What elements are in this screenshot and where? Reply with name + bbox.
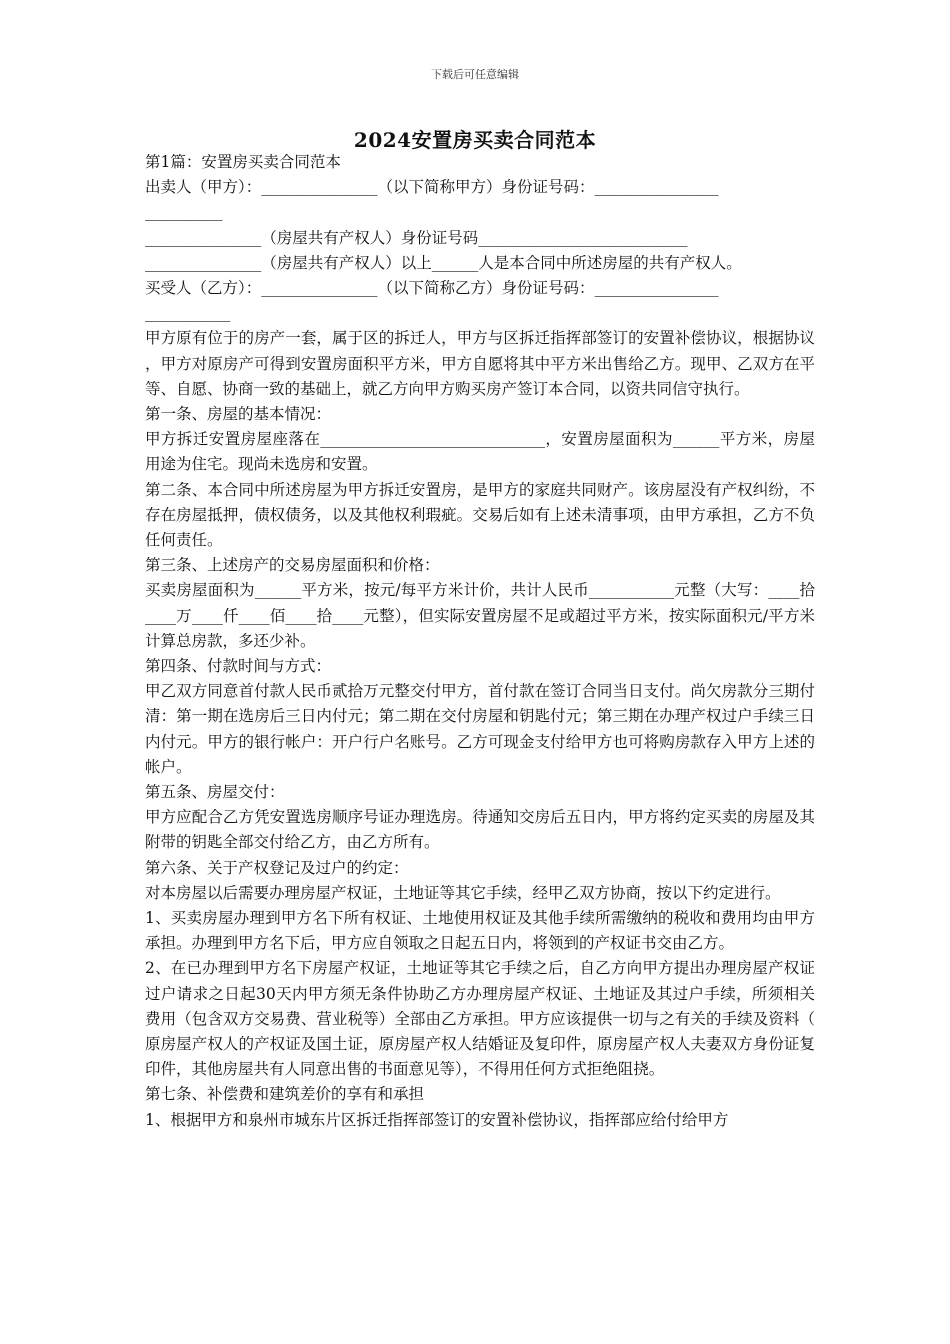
article-4-paragraph: 甲乙双方同意首付款人民币贰拾万元整交付甲方，首付款在签订合同当日支付。尚欠房款分三期付清：第一期在选房后三日内付元；第二期在交付房屋和钥匙付元；第三期在办理产权过户手续三日内付元。甲方的银行帐户：开户行户名账号。乙方可现金支付给甲方也可将购房款存入甲方上述的帐户。 [145,682,815,776]
seller-line: 出卖人（甲方）：_______________（以下简称甲方）身份证号码：________________ [145,178,719,197]
buyer-line-continued: ___________ [145,304,231,323]
article-6-item-2: 2、在已办理到甲方名下房屋产权证，土地证等其它手续之后，自乙方向甲方提出办理房屋产权证过户请求之日起30天内甲方须无条件协助乙方办理房屋产权证、土地证及其过户手续，所须相关费用（包含双方交易费、营业税等）全部由乙方承担。甲方应该提供一切与之有关的手续及资料（原房屋产权人的产权证及国土证，原房屋产权人结婚证及复印件，原房屋产权人夫妻双方身份证复印件，其他房屋共有人同意出售的书面意见等），不得用任何方式拒绝阻挠。 [145,959,815,1079]
article-1-paragraph: 甲方拆迁安置房屋座落在_____________________________，安置房屋面积为______平方米，房屋用途为住宅。现尚未选房和安置。 [145,430,815,474]
article-7-item-1: 1、根据甲方和泉州市城东片区拆迁指挥部签订的安置补偿协议，指挥部应给付给甲方 [145,1110,729,1129]
seller-line-continued: __________ [145,203,223,222]
article-7-heading: 第七条、补偿费和建筑差价的享有和承担 [145,1085,425,1104]
article-6-heading: 第六条、关于产权登记及过户的约定： [145,858,409,877]
article-1-heading: 第一条、房屋的基本情况： [145,404,332,423]
document-title: 2024安置房买卖合同范本 [353,128,597,152]
article-3-heading: 第三条、上述房产的交易房屋面积和价格： [145,556,440,575]
article-6-item-1: 1、买卖房屋办理到甲方名下所有权证、土地使用权证及其他手续所需缴纳的税收和费用均由甲方承担。办理到甲方名下后，甲方应自领取之日起五日内，将领到的产权证书交由乙方。 [145,908,815,953]
article-5-heading: 第五条、房屋交付： [145,782,285,801]
article-4-heading: 第四条、付款时间与方式： [145,656,332,675]
article-2-paragraph: 第二条、本合同中所述房屋为甲方拆迁安置房，是甲方的家庭共同财产。该房屋没有产权纠纷，不存在房屋抵押，债权债务，以及其他权利瑕疵。交易后如有上述未清事项，由甲方承担，乙方不负任何责任。 [145,480,815,549]
article-5-paragraph: 甲方应配合乙方凭安置选房顺序号证办理选房。待通知交房后五日内，甲方将约定买卖的房屋及其附带的钥匙全部交付给乙方，由乙方所有。 [145,808,815,852]
article-3-paragraph: 买卖房屋面积为______平方米，按元/每平方米计价，共计人民币___________元整（大写：____拾____万____仟____佰____拾____元整），但实际安置房屋不足或超过平方米，按实际面积元/平方米计算总房款，多还少补。 [145,581,815,650]
preamble-paragraph: 甲方原有位于的房产一套，属于区的拆迁人，甲方与区拆迁指挥部签订的安置补偿协议，根据协议，甲方对原房产可得到安置房面积平方米，甲方自愿将其中平方米出售给乙方。现甲、乙双方在平等、自愿、协商一致的基础上，就乙方向甲方购买房产签订本合同，以资共同信守执行。 [145,329,815,398]
coowner-count-line: _______________（房屋共有产权人）以上______人是本合同中所述房屋的共有产权人。 [145,253,742,272]
buyer-line: 买受人（乙方）：_______________（以下简称乙方）身份证号码：________________ [145,278,719,297]
contract-body [145,150,815,1133]
coowner-id-line: _______________（房屋共有产权人）身份证号码___________________________ [145,228,688,247]
page-header: 下载后可任意编辑 [431,68,519,81]
article-6-paragraph: 对本房屋以后需要办理房屋产权证，土地证等其它手续，经甲乙双方协商，按以下约定进行。 [145,883,781,902]
chapter-heading: 第1篇：安置房买卖合同范本 [145,153,341,171]
